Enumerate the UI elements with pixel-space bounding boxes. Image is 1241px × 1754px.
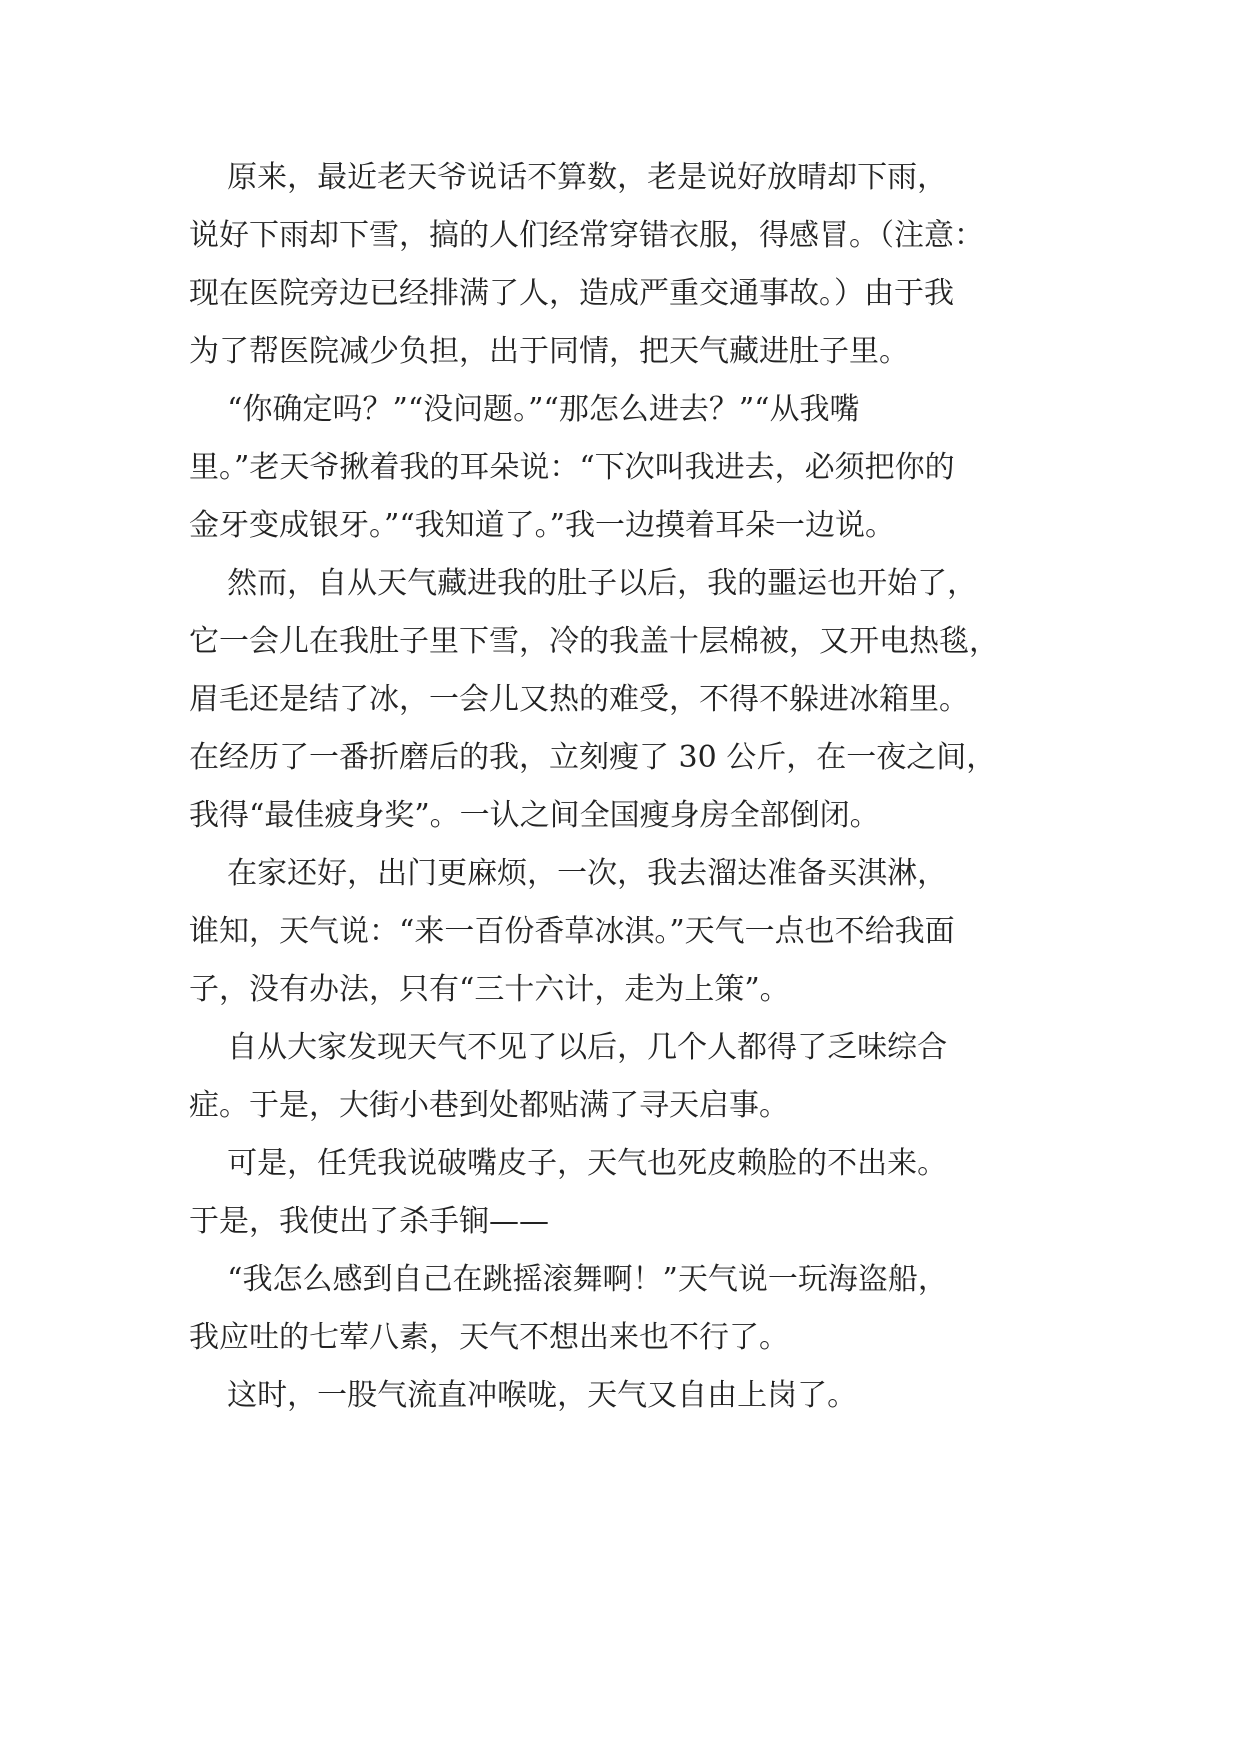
text-line: 子，没有办法，只有“三十六计，走为上策”。 <box>189 972 790 1007</box>
text-line: 原来，最近老天爷说话不算数，老是说好放晴却下雨， <box>189 160 948 195</box>
text-line: “你确定吗？”“没问题。”“那怎么进去？”“从我嘴 <box>189 392 860 427</box>
text-line: “我怎么感到自己在跳摇滚舞啊！”天气说一玩海盗船， <box>189 1262 948 1297</box>
text-line: 我应吐的七荤八素，天气不想出来也不行了。 <box>189 1320 789 1355</box>
text-line: 在家还好，出门更麻烦，一次，我去溜达准备买淇淋， <box>189 856 948 891</box>
text-line: 它一会儿在我肚子里下雪，冷的我盖十层棉被，又开电热毯， <box>189 624 999 659</box>
text-line: 眉毛还是结了冰，一会儿又热的难受，不得不躲进冰箱里。 <box>189 682 969 717</box>
text-line: 金牙变成银牙。”“我知道了。”我一边摸着耳朵一边说。 <box>189 508 896 543</box>
text-line: 这时，一股气流直冲喉咙，天气又自由上岗了。 <box>189 1378 858 1413</box>
text-line: 现在医院旁边已经排满了人，造成严重交通事故。）由于我 <box>189 276 954 311</box>
text-line: 可是，任凭我说破嘴皮子，天气也死皮赖脸的不出来。 <box>189 1146 948 1181</box>
text-line: 谁知，天气说：“来一百份香草冰淇。”天气一点也不给我面 <box>189 914 955 949</box>
text-line: 在经历了一番折磨后的我，立刻瘦了 30 公斤，在一夜之间， <box>189 740 997 775</box>
text-line: 我得“最佳疲身奖”。一认之间全国瘦身房全部倒闭。 <box>189 798 880 833</box>
text-line: 里。”老天爷揪着我的耳朵说：“下次叫我进去，必须把你的 <box>189 450 955 485</box>
text-line: 症。于是，大街小巷到处都贴满了寻天启事。 <box>189 1088 789 1123</box>
text-line: 说好下雨却下雪，搞的人们经常穿错衣服，得感冒。（注意： <box>189 218 984 253</box>
text-line: 然而，自从天气藏进我的肚子以后，我的噩运也开始了， <box>189 566 978 601</box>
text-line: 为了帮医院减少负担，出于同情，把天气藏进肚子里。 <box>189 334 909 369</box>
text-line: 自从大家发现天气不见了以后，几个人都得了乏味综合 <box>189 1030 948 1065</box>
text-line: 于是，我使出了杀手锏—— <box>189 1204 549 1239</box>
